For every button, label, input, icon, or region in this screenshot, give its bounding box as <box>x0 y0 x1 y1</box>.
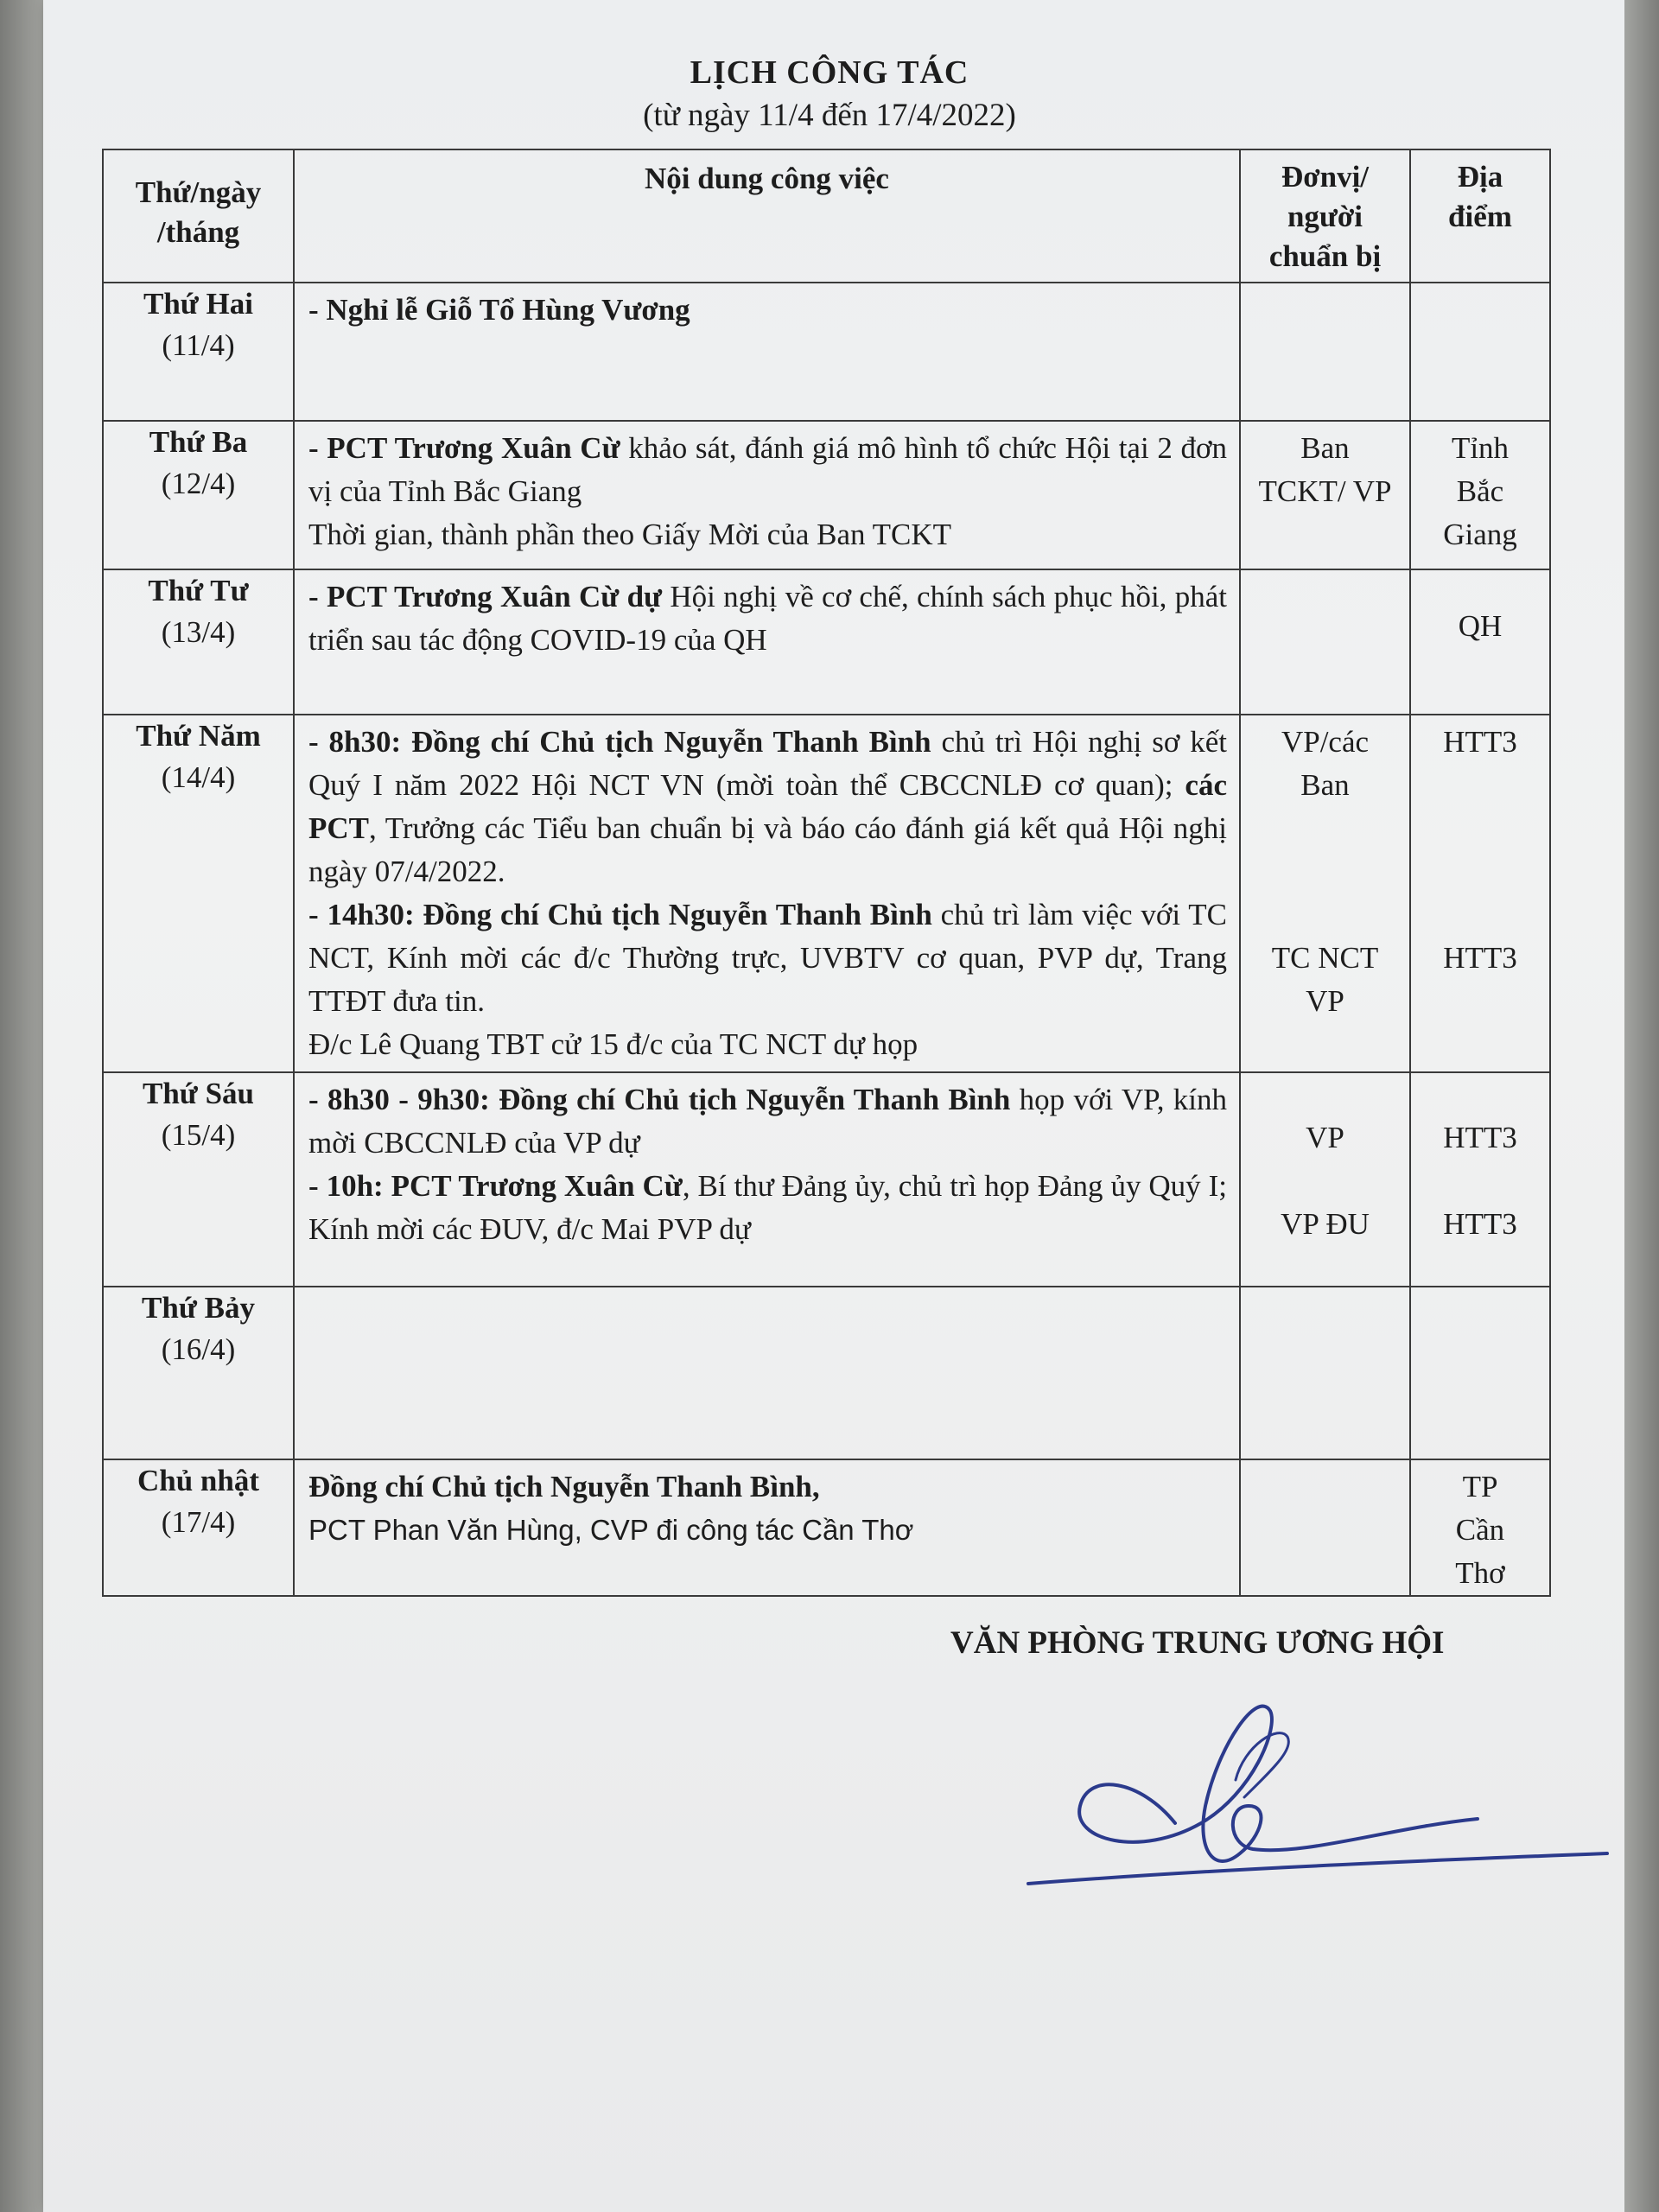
header-content: Nội dung công việc <box>294 149 1240 283</box>
day-date: (11/4) <box>162 328 235 362</box>
content-bold: - PCT Trương Xuân Cừ dự <box>308 580 663 613</box>
table-row <box>103 421 1550 569</box>
content-line <box>308 427 1227 513</box>
content-bold: - 10h: PCT Trương Xuân Cừ <box>308 1169 683 1203</box>
place-cell: TP Cần Thơ <box>1410 1459 1550 1596</box>
place-text: QH <box>1458 609 1503 643</box>
day-date: (15/4) <box>161 1118 236 1152</box>
content-text: họp với VP, kính mời CBCCNLĐ của VP dự <box>308 1083 1227 1160</box>
place-cell <box>1410 569 1550 715</box>
header-unit: Đơnvị/ người chuẩn bị <box>1240 149 1410 283</box>
content-text: , Bí thư Đảng ủy, chủ trì họp Đảng ủy Quý I; Kính mời các ĐUV, đ/c Mai PVP dự <box>308 1169 1227 1246</box>
unit-cell <box>1240 1459 1410 1596</box>
day-name: Thứ Bảy <box>142 1291 255 1325</box>
unit-text: VP/các Ban <box>1281 725 1370 802</box>
content-bold: các PCT <box>308 768 1227 845</box>
day-cell <box>103 283 294 421</box>
content-text: Hội nghị về cơ chế, chính sách phục hồi, phát triển sau tác động COVID-19 của QH <box>308 580 1227 657</box>
content-text: , Trưởng các Tiểu ban chuẩn bị và báo cáo đánh giá kết quả Hội nghị ngày 07/4/2022. <box>308 811 1227 888</box>
document-title: LỊCH CÔNG TÁC <box>690 54 969 91</box>
unit-cell <box>1240 569 1410 715</box>
unit-cell <box>1240 715 1410 1072</box>
day-date: (13/4) <box>161 615 236 649</box>
background-right <box>1624 0 1659 2212</box>
table-row <box>103 1459 1550 1596</box>
day-date: (14/4) <box>161 760 236 794</box>
document-subtitle: (từ ngày 11/4 đến 17/4/2022) <box>643 98 1016 133</box>
unit-cell: Ban TCKT/ VP <box>1240 421 1410 569</box>
content-bold: - 8h30: Đồng chí Chủ tịch Nguyễn Thanh Bình <box>308 725 931 759</box>
content-block <box>308 893 1227 1023</box>
day-name: Chủ nhật <box>137 1464 260 1497</box>
content-bold: - 14h30: Đồng chí Chủ tịch Nguyễn Thanh Bình <box>308 898 932 931</box>
content-text: Đ/c Lê Quang TBT cử 15 đ/c của TC NCT dự họp <box>308 1027 918 1061</box>
content-text: PCT Phan Văn Hùng, CVP đi công tác Cần Thơ <box>308 1514 914 1546</box>
unit-text: TC NCT VP <box>1271 941 1379 1018</box>
content-text: khảo sát, đánh giá mô hình tổ chức Hội tại 2 đơn vị của Tỉnh Bắc Giang <box>308 431 1227 508</box>
content-cell <box>294 715 1240 1072</box>
unit-cell <box>1240 1287 1410 1459</box>
day-name: Thứ Hai <box>143 287 253 321</box>
table-row <box>103 283 1550 421</box>
signature-org: VĂN PHÒNG TRUNG ƯƠNG HỘI <box>950 1625 1445 1661</box>
content-text: Thời gian, thành phần theo Giấy Mời của Ban TCKT <box>308 518 952 551</box>
unit-text: VP <box>1306 1121 1344 1154</box>
content-bold: - 8h30 - 9h30: Đồng chí Chủ tịch Nguyễn Thanh Bình <box>308 1083 1011 1116</box>
day-name: Thứ Tư <box>148 574 249 607</box>
day-date: (16/4) <box>161 1332 236 1366</box>
content-cell <box>294 421 1240 569</box>
content-cell <box>294 1072 1240 1287</box>
content-bold: - Nghỉ lễ Giỗ Tổ Hùng Vương <box>308 293 690 327</box>
content-cell <box>294 283 1240 421</box>
signature-image <box>1020 1676 1624 1936</box>
content-block <box>308 1078 1227 1165</box>
content-cell <box>294 1287 1240 1459</box>
header-place: Địa điểm <box>1410 149 1550 283</box>
table-row <box>103 1072 1550 1287</box>
header-day: Thứ/ngày /tháng <box>103 149 294 283</box>
day-name: Thứ Sáu <box>143 1077 254 1110</box>
day-cell <box>103 1287 294 1459</box>
day-date: (17/4) <box>161 1505 236 1539</box>
place-cell <box>1410 1072 1550 1287</box>
unit-text: VP ĐU <box>1281 1207 1370 1241</box>
unit-cell <box>1240 1072 1410 1287</box>
table-row <box>103 569 1550 715</box>
background-left <box>0 0 43 2212</box>
content-text: chủ trì Hội nghị sơ kết Quý I năm 2022 Hội NCT VN (mời toàn thể CBCCNLĐ cơ quan); <box>308 725 1227 802</box>
content-cell <box>294 1459 1240 1596</box>
day-name: Thứ Ba <box>149 425 248 459</box>
place-text: HTT3 <box>1443 941 1517 975</box>
place-cell: Tỉnh Bắc Giang <box>1410 421 1550 569</box>
table-row <box>103 1287 1550 1459</box>
content-cell <box>294 569 1240 715</box>
content-bold: - PCT Trương Xuân Cừ <box>308 431 620 465</box>
unit-cell <box>1240 283 1410 421</box>
place-cell <box>1410 715 1550 1072</box>
day-name: Thứ Năm <box>136 719 261 753</box>
table-row <box>103 715 1550 1072</box>
content-block <box>308 1165 1227 1251</box>
place-cell <box>1410 1287 1550 1459</box>
header-row <box>103 149 1550 283</box>
day-cell <box>103 1072 294 1287</box>
place-text: HTT3 <box>1443 725 1517 759</box>
day-cell <box>103 715 294 1072</box>
day-cell <box>103 1459 294 1596</box>
content-bold: Đồng chí Chủ tịch Nguyễn Thanh Bình, <box>308 1470 820 1503</box>
schedule-table <box>102 149 1551 1597</box>
day-date: (12/4) <box>161 467 236 500</box>
content-block <box>308 721 1227 893</box>
day-cell <box>103 569 294 715</box>
place-text: HTT3 <box>1443 1121 1517 1154</box>
place-text: HTT3 <box>1443 1207 1517 1241</box>
place-cell <box>1410 283 1550 421</box>
content-text: chủ trì làm việc với TC NCT, Kính mời các đ/c Thường trực, UVBTV cơ quan, PVP dự, Trang TTĐT đưa tin. <box>308 898 1227 1018</box>
day-cell <box>103 421 294 569</box>
